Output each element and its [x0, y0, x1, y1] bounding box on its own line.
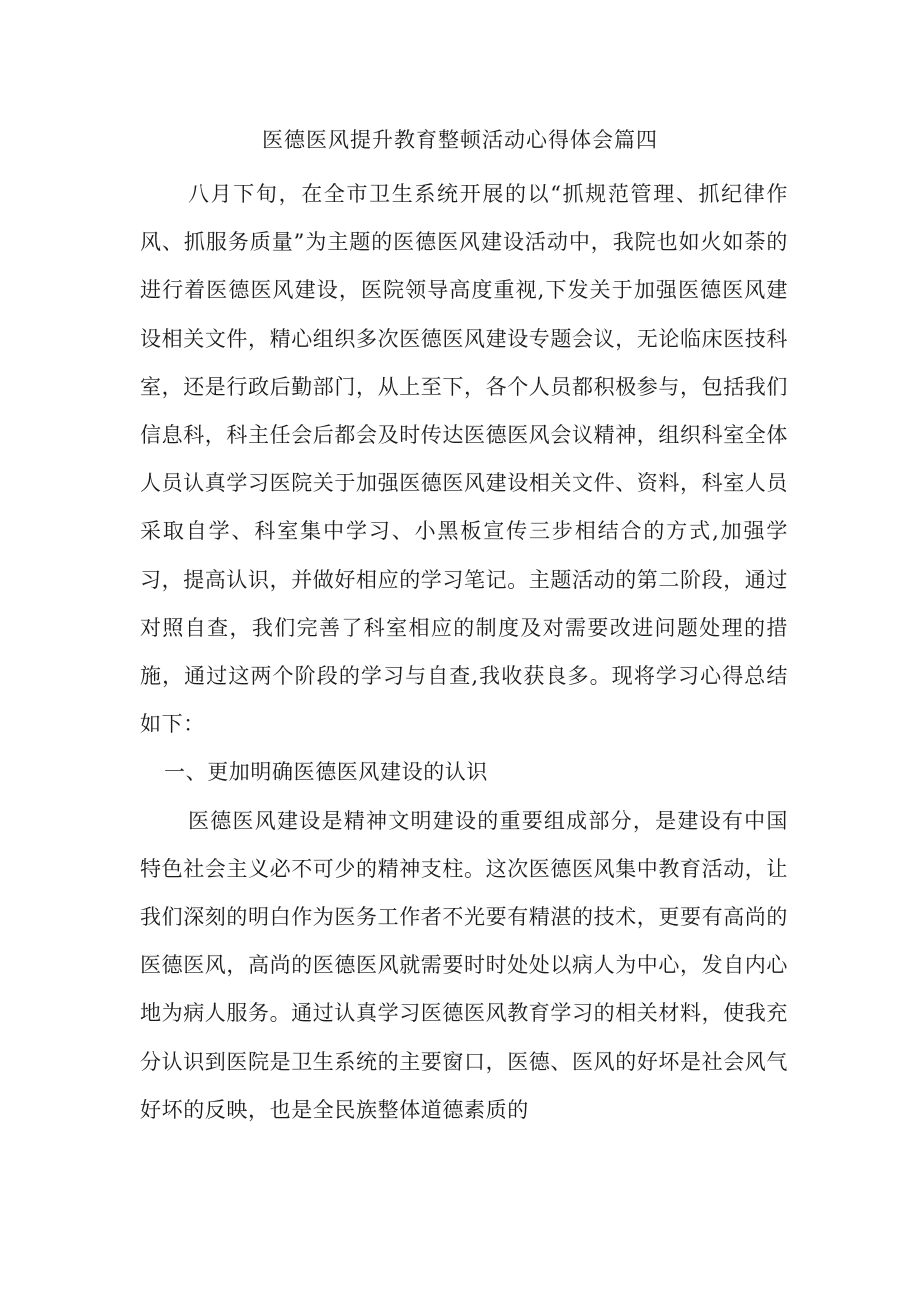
paragraph-intro: 八月下旬，在全市卫生系统开展的以“抓规范管理、抓纪律作风、抓服务质量”为主题的医德医风建设活动中，我院也如火如荼的进行着医德医风建设，医院领导高度重视,下发关于加强医德医风建设相关文件，精心组织多次医德医风建设专题会议，无论临床医技科室，还是行政后勤部门，从上至下，各个人员都积极参与，包括我们信息科，科主任会后都会及时传达医德医风会议精神，组织科室全体人员认真学习医院关于加强医德医风建设相关文件、资料，科室人员采取自学、科室集中学习、小黑板宣传三步相结合的方式,加强学习，提高认识，并做好相应的学习笔记。主题活动的第二阶段，通过对照自查，我们完善了科室相应的制度及对需要改进问题处理的措施，通过这两个阶段的学习与自查,我收获良多。现将学习心得总结如下： [140, 182, 788, 737]
paragraph-section-1: 医德医风建设是精神文明建设的重要组成部分，是建设有中国特色社会主义必不可少的精神支柱。这次医德医风集中教育活动，让我们深刻的明白作为医务工作者不光要有精湛的技术，更要有高尚的医德医风，高尚的医德医风就需要时时处处以病人为中心，发自内心地为病人服务。通过认真学习医德医风教育学习的相关材料，使我充分认识到医院是卫生系统的主要窗口，医德、医风的好坏是社会风气好坏的反映，也是全民族整体道德素质的 [140, 808, 788, 1122]
document-title: 医德医风提升教育整顿活动心得体会篇四 [262, 128, 658, 152]
section-heading-1: 一、更加明确医德医风建设的认识 [164, 760, 488, 785]
document-body [140, 170, 788, 1134]
